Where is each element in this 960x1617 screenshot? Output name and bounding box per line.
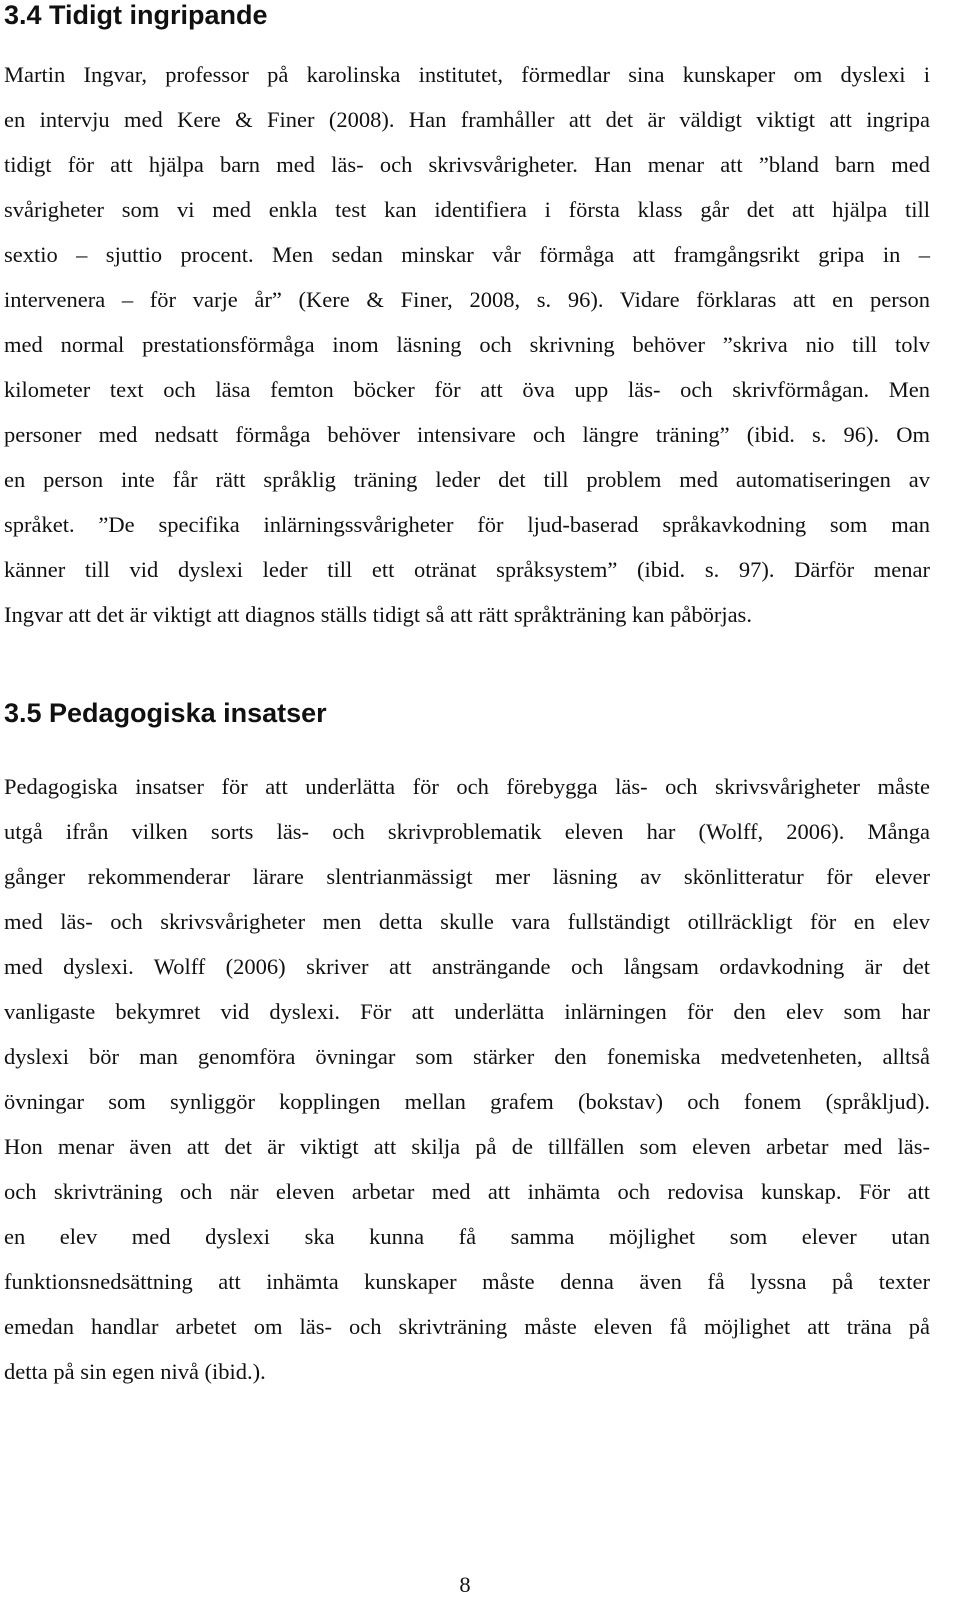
text-line: Ingvar att det är viktigt att diagnos ställs tidigt så att rätt språkträning kan påbörjas. [4,602,752,627]
text-line: med dyslexi. Wolff (2006) skriver att ansträngande och långsam ordavkodning är det [4,954,930,979]
text-line: och skrivträning och när eleven arbetar med att inhämta och redovisa kunskap. För att [4,1179,930,1204]
text-line: intervenera – för varje år” (Kere & Finer, 2008, s. 96). Vidare förklaras att en person [4,287,930,312]
section-heading-pedagogiska-insatser: 3.5 Pedagogiska insatser [4,698,327,728]
text-line: med läs- och skrivsvårigheter men detta skulle vara fullständigt otillräckligt för en elev [4,909,930,934]
text-line: med normal prestationsförmåga inom läsning och skrivning behöver ”skriva nio till tolv [4,332,930,357]
text-line: känner till vid dyslexi leder till ett otränat språksystem” (ibid. s. 97). Därför menar [4,557,930,582]
text-line: övningar som synliggör kopplingen mellan grafem (bokstav) och fonem (språkljud). [4,1089,930,1114]
text-line: dyslexi bör man genomföra övningar som stärker den fonemiska medvetenheten, alltså [4,1044,930,1069]
text-line: sextio – sjuttio procent. Men sedan minskar vår förmåga att framgångsrikt gripa in – [4,242,930,267]
text-line: tidigt för att hjälpa barn med läs- och skrivsvårigheter. Han menar att ”bland barn med [4,152,930,177]
text-line: en intervju med Kere & Finer (2008). Han framhåller att det är väldigt viktigt att ingripa [4,107,930,132]
section-heading-tidigt-ingripande: 3.4 Tidigt ingripande [4,0,268,30]
text-line: Martin Ingvar, professor på karolinska institutet, förmedlar sina kunskaper om dyslexi i [4,62,930,87]
text-line: språket. ”De specifika inlärningssvårigheter för ljud-baserad språkavkodning som man [4,512,930,537]
text-line: vanligaste bekymret vid dyslexi. För att underlätta inlärningen för den elev som har [4,999,930,1024]
text-line: funktionsnedsättning att inhämta kunskaper måste denna även få lyssna på texter [4,1269,930,1294]
text-line: detta på sin egen nivå (ibid.). [4,1359,266,1384]
text-line: svårigheter som vi med enkla test kan identifiera i första klass går det att hjälpa till [4,197,930,222]
text-line: gånger rekommenderar lärare slentrianmässigt mer läsning av skönlitteratur för elever [4,864,930,889]
text-line: personer med nedsatt förmåga behöver intensivare och längre träning” (ibid. s. 96). Om [4,422,930,447]
text-line: utgå ifrån vilken sorts läs- och skrivproblematik eleven har (Wolff, 2006). Många [4,819,930,844]
text-line: emedan handlar arbetet om läs- och skrivträning måste eleven få möjlighet att träna på [4,1314,930,1339]
page-number: 8 [459,1572,471,1597]
text-line: Hon menar även att det är viktigt att skilja på de tillfällen som eleven arbetar med läs- [4,1134,930,1159]
text-line: en elev med dyslexi ska kunna få samma möjlighet som elever utan [4,1224,930,1249]
text-line: en person inte får rätt språklig träning leder det till problem med automatiseringen av [4,467,930,492]
text-line: kilometer text och läsa femton böcker för att öva upp läs- och skrivförmågan. Men [4,377,930,402]
text-line: Pedagogiska insatser för att underlätta för och förebygga läs- och skrivsvårigheter måste [4,774,930,799]
